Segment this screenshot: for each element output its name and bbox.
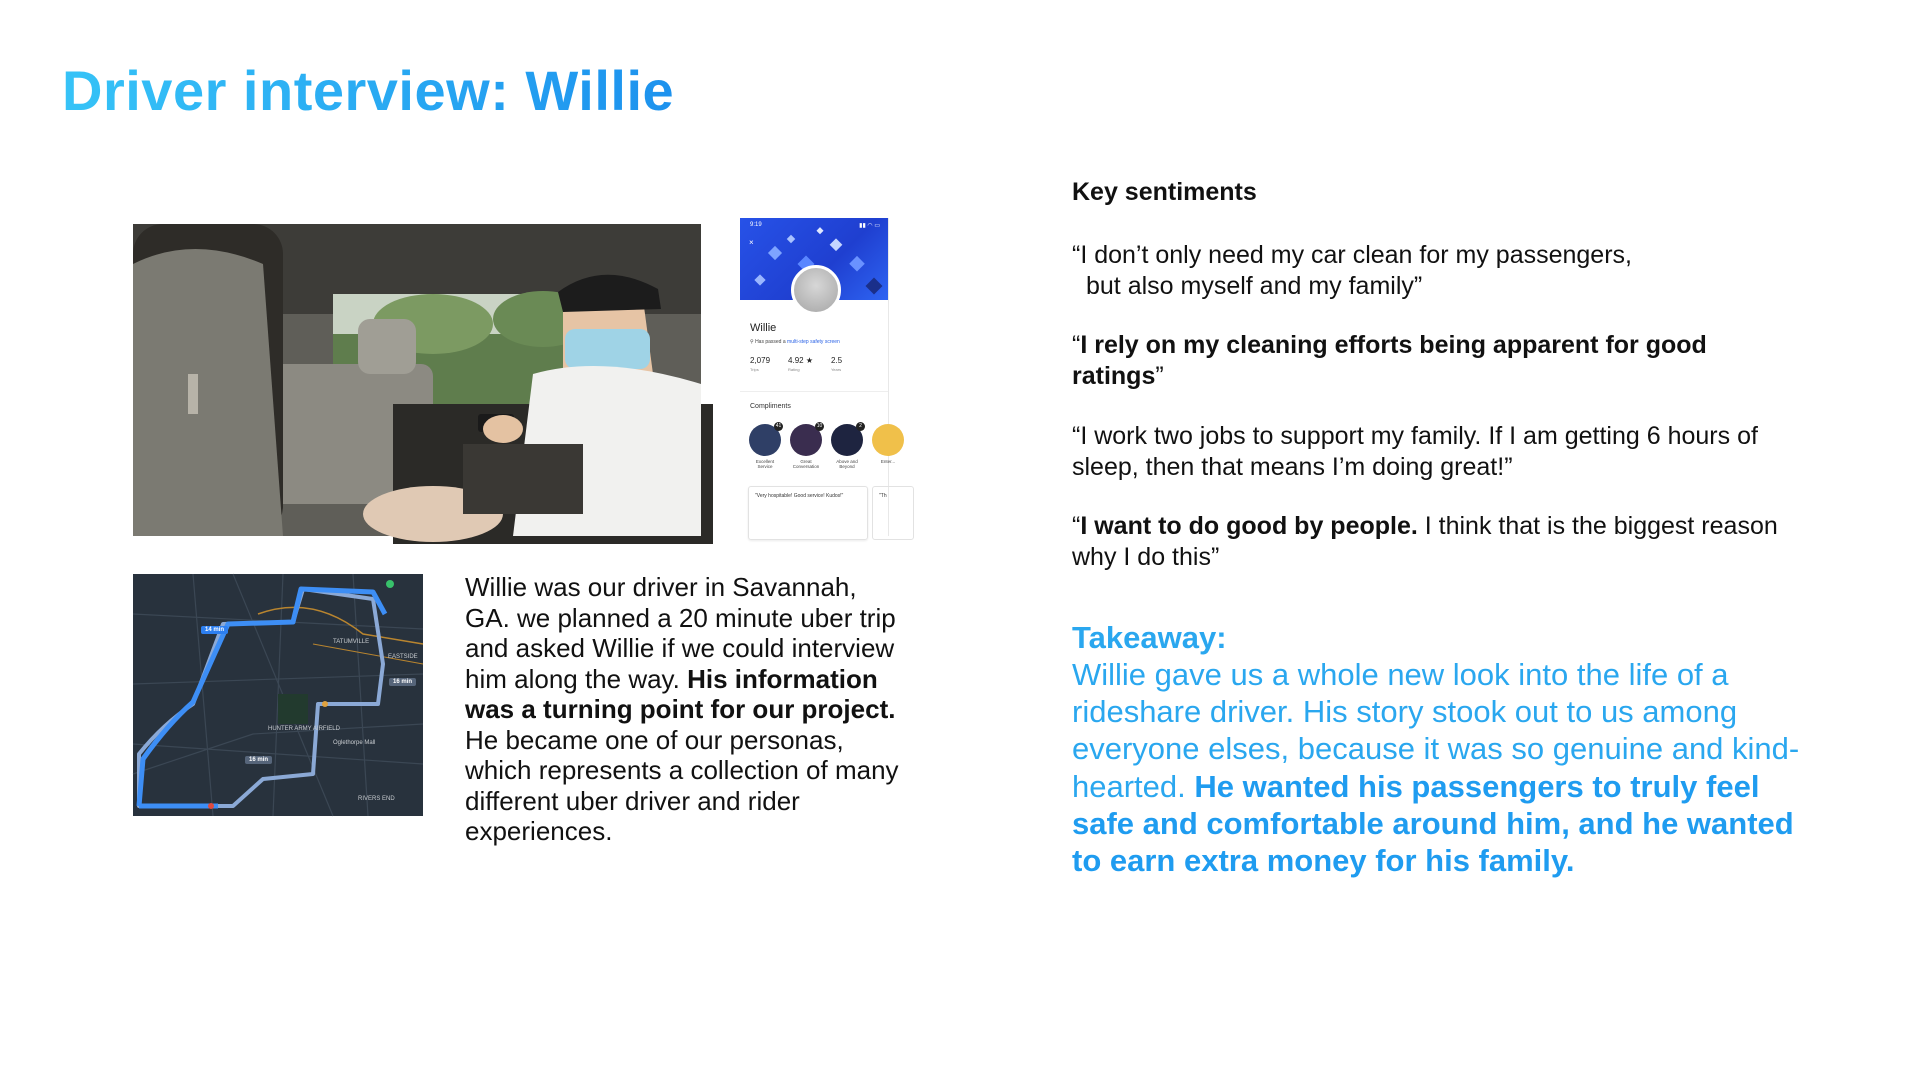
stat-label: Trips [750,367,759,372]
profile-stats [750,356,842,372]
takeaway-text [1072,656,1812,879]
stat-label: Years [831,367,842,372]
badge-entertaining[interactable] [871,424,905,469]
interview-description [465,572,905,847]
route-time-primary[interactable]: 14 min [201,626,228,634]
route-time-alt[interactable]: 16 min [245,756,272,764]
compliment-badges [748,424,905,469]
status-time: 9:19 [750,222,762,228]
compliments-title: Compliments [750,403,791,410]
review-text: "Th [879,493,887,499]
stat-trips [750,356,770,372]
stat-value: 2.5 [831,356,843,365]
driver-profile-screenshot [740,218,896,536]
review-text: "Very hospitable! Good service! Kudos!" [755,493,844,499]
quote-mark: ” [1155,361,1164,390]
takeaway-highlight: He wanted his passengers to truly feel safe and comfortable around him, and he wanted to earn extra money for his family. [1072,768,1794,879]
badge-excellent-service[interactable] [748,424,782,469]
badge-label: Great Conversation [792,459,820,470]
badge-great-conversation[interactable] [789,424,823,469]
chat-icon [790,424,822,456]
close-icon[interactable]: × [749,238,754,247]
badge-above-and-beyond[interactable] [830,424,864,469]
quote-3: “I work two jobs to support my family. If I am getting 6 hours of sleep, then that means I’m doing great!” [1072,422,1758,481]
takeaway-body: Willie gave us a whole new look into the life of a rideshare driver. His story stook out to us among everyone elses, because it was so genuine and kind-hearted. [1072,657,1800,804]
review-card[interactable] [872,486,914,540]
safety-screen-note [750,339,840,345]
key-sentiments-heading: Key sentiments [1072,178,1257,206]
quote-line: but also myself and my family” [1086,271,1423,300]
stat-label: Rating [788,367,800,372]
quote-line: “I don’t only need my car clean for my passengers, [1072,241,1632,269]
page-title: Driver interview: Willie [62,59,675,122]
stat-value: 4.92 ★ [788,356,813,365]
map-label: HUNTER ARMY AIRFIELD [268,726,340,732]
review-card[interactable] [748,486,868,540]
stat-years [831,356,842,372]
route-time-alt[interactable]: 16 min [389,678,416,686]
map-label: EASTSIDE [388,654,418,660]
badge-count: 10 [816,423,823,429]
divider [740,391,888,392]
badge-label: Above and Beyond [836,459,858,470]
badge-label: Excellent Service [755,459,775,470]
quote-4 [1072,511,1802,572]
route-map [133,574,423,816]
rocket-icon [831,424,863,456]
map-label: TATUMVILLE [333,639,370,645]
description-text: Willie was our driver in Savannah, GA. we planned a 20 minute uber trip and asked Willie if we could interview him along the way. [465,572,896,694]
stat-value: 2,079 [750,356,771,365]
description-highlight: His information was a turning point for our project. [465,663,896,724]
safety-screen-link[interactable]: multi-step safety screen [787,339,840,345]
quote-mark: “ [1072,512,1081,540]
takeaway-heading: Takeaway: [1072,620,1227,655]
quote-mark: “ [1072,331,1081,359]
quote-bold: I want to do good by people. [1080,512,1418,540]
stat-rating [788,356,813,372]
quote-1 [1072,240,1822,301]
verified-prefix: Has passed a [755,339,786,345]
quote-2 [1072,330,1732,391]
badge-count: 2 [856,422,865,431]
avatar [791,265,841,315]
person-icon: ⚲ [750,339,756,345]
profile-name: Willie [750,322,777,334]
quote-text: I think that is the biggest reason why I do this” [1072,512,1778,571]
badge-label: Enter... [880,459,896,464]
map-label: RIVERS END [358,796,395,802]
driver-photo [133,224,701,536]
status-icons: ▮▮ ◠ ▭ [859,223,880,229]
diamond-icon [749,424,781,456]
description-text: He became one of our personas, which represents a collection of many different uber driver and rider experiences. [465,724,899,846]
map-label: Oglethorpe Mall [333,740,376,746]
badge-count: 41 [775,423,782,429]
smile-icon [872,424,904,456]
quote-bold: I rely on my cleaning efforts being apparent for good ratings [1072,331,1707,390]
